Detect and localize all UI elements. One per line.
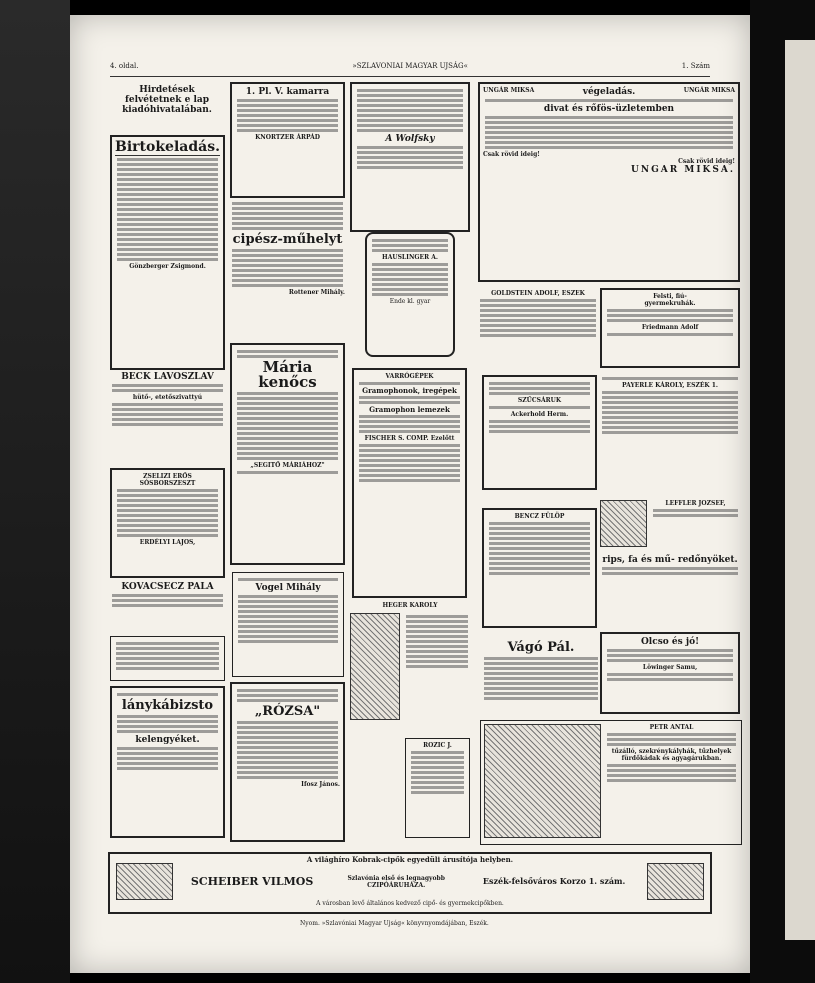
stove-illustration xyxy=(484,724,601,838)
issue-number: 1. Szám xyxy=(681,62,710,70)
ad-lowinger: Olcso és jó! Löwinger Samu, xyxy=(600,632,740,714)
ad-maria-kenocs: Mária kenőcs „SEGITŐ MÁRIÁHOZ" xyxy=(230,343,345,565)
ad-small-box xyxy=(110,636,225,681)
ad-petr: PETR ANTAL tűzálló, szekrénykályhák, tűzhelyek fürdőkádak és agyagárukban. xyxy=(480,720,742,845)
ad-heger: HEGER KÁROLY xyxy=(350,602,470,732)
ad-birtokeladas: Birtokeladás. Gönzberger Zsigmond. xyxy=(110,135,225,370)
ad-friedmann: Felsti, fiú- gyermekruhák. Friedmann Adolf xyxy=(600,288,740,368)
boot-illustration-right xyxy=(647,863,704,900)
ad-ackerhold: SZŰCSÁRUK Ackerhold Herm. xyxy=(482,375,597,490)
ad-cipesz: cipész-műhelyt Rottener Mihály. xyxy=(230,200,345,340)
ad-kamara: 1. Pl. V. kamarra KNORTZER ÁRPÁD xyxy=(230,82,345,198)
ad-scheiber: A világhíro Kobrak-cipők egyedüli árusítója helyben. SCHEIBER VILMOS Szlavónia első és legnagyobb CZIPÓÁRUHÁZA. Eszék-felsőváros Korzo 1. szám. A városban levő általános kedvező cipő- és gyermekcipőkben. xyxy=(108,852,712,914)
ad-beck: BECK LAVOSZLAV hütő-, etetőszivattyú xyxy=(110,372,225,462)
ad-leffler: LEFFLER JÓZSEF, rips, fa és mű- redőnyöket. xyxy=(600,500,740,625)
ad-rozic: ROZIC J. xyxy=(405,738,470,838)
ad-ungar-miksa: UNGÁR MIKSA végeladás. UNGÁR MIKSA divat és rőfös-üzletemben Csak rövid ideig! Csak rövid ideig! UNGAR MIKSA. xyxy=(478,82,740,282)
boot-illustration-left xyxy=(116,863,173,900)
shutter-illustration xyxy=(600,500,647,547)
ad-kovacsecz: KOVÁCSECZ PÁLA xyxy=(110,582,225,632)
next-page-edge xyxy=(785,40,815,940)
ad-bencz: BENCZ FÜLÖP xyxy=(482,508,597,628)
ad-zselizi: ZSELIZI ERŐS SÓSBORSZESZT ERDÉLYI LAJOS, xyxy=(110,468,225,578)
ad-rozsa: „RÓZSA" Ifosz János. xyxy=(230,682,345,842)
masthead-title: »SZLAVONIAI MAGYAR UJSÁG« xyxy=(352,62,468,70)
ad-lanykabiz: lánykábizsto kelengyéket. xyxy=(110,686,225,838)
ad-wolfsky: A Wolfsky xyxy=(350,82,470,232)
left-binding-strip xyxy=(0,0,70,983)
watch-illustration xyxy=(350,613,400,720)
ad-gramophon: VARRÓGÉPEK Gramophonok, iregépek Gramophon lemezek FISCHER S. COMP. Ezelőtt xyxy=(352,368,467,598)
ad-vago: Vágó Pál. xyxy=(482,640,600,725)
ad-hirdetesek: Hirdetések felvétetnek e lap kiadóhivatalában. xyxy=(122,85,212,115)
ad-vogel: Vogel Mihály xyxy=(232,572,344,677)
ad-goldstein: GOLDSTEIN ADOLF, ESZÉK xyxy=(478,290,598,370)
page-number: 4. oldal. xyxy=(110,62,139,70)
ad-hauslinger: HAUSLINGER A. Ende kl. gyar xyxy=(365,232,455,357)
page-header xyxy=(110,62,710,77)
printer-footer: Nyom. »Szlavóniai Magyar Ujság« könyvnyomdájában, Eszék. xyxy=(300,920,489,927)
ad-payerle: PAYERLE KÁROLY, ESZÉK 1. xyxy=(600,375,740,490)
